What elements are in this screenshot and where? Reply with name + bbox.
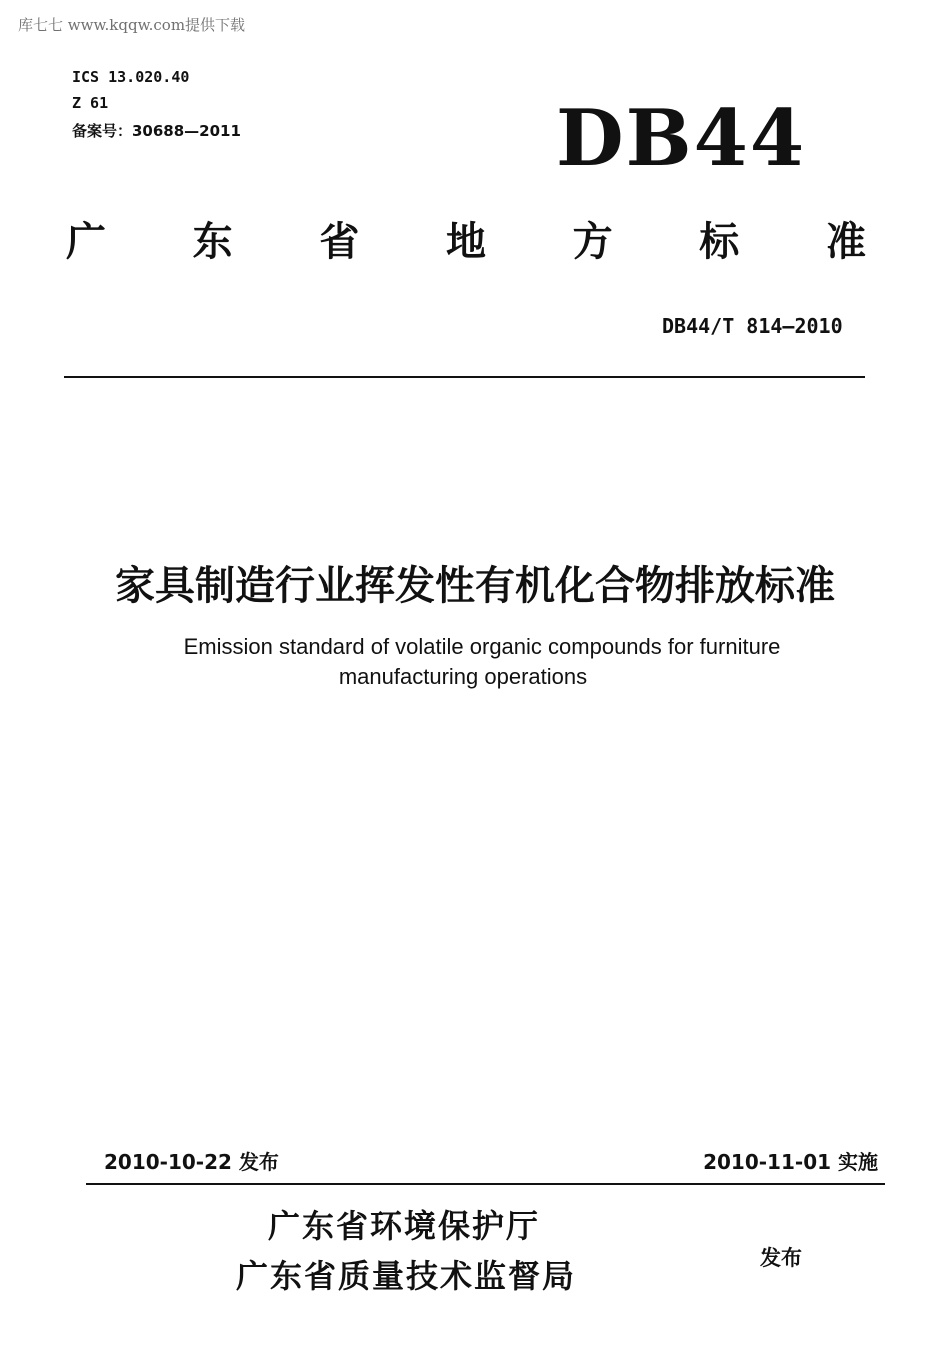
title-chinese: 家具制造行业挥发性有机化合物排放标准: [115, 563, 835, 609]
top-divider: [64, 376, 865, 378]
bottom-divider: [86, 1183, 885, 1185]
classification-code: Z 61: [72, 94, 109, 112]
standard-type-char: 标: [699, 219, 740, 265]
ics-code: ICS 13.020.40: [72, 68, 190, 86]
issuer-environment-department: 广东省环境保护厅: [268, 1207, 541, 1245]
standard-type-char: 准: [825, 219, 866, 265]
record-number: 备案号：30688—2011: [72, 122, 241, 140]
standard-type-char: 方: [572, 219, 613, 265]
issuer-quality-bureau: 广东省质量技术监督局: [236, 1257, 577, 1295]
standard-type-char: 省: [319, 219, 360, 265]
standard-type-char: 地: [445, 219, 486, 265]
issue-date: 2010-10-22 发布: [104, 1150, 279, 1174]
standard-type-char: 广: [66, 219, 106, 265]
watermark-text: 库七七 www.kqqw.com提供下载: [18, 16, 246, 34]
standard-number: DB44/T 814—2010: [662, 314, 843, 338]
implementation-date: 2010-11-01 实施: [703, 1150, 878, 1174]
publish-label: 发布: [760, 1246, 802, 1270]
title-english-line2: manufacturing operations: [338, 664, 588, 689]
standard-type-heading: [66, 219, 866, 265]
standard-code-logo: DB44: [556, 93, 807, 184]
standard-type-char: 东: [192, 219, 233, 265]
title-english-line1: Emission standard of volatile organic compounds for furniture: [183, 634, 781, 659]
